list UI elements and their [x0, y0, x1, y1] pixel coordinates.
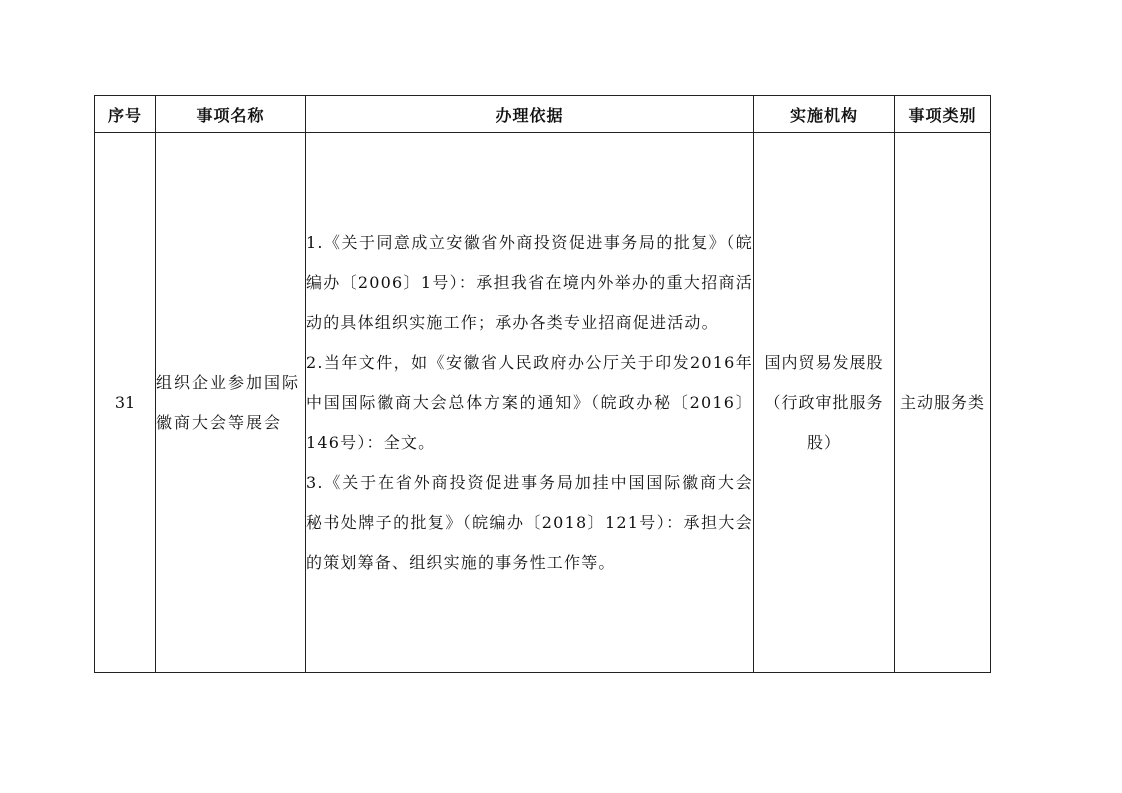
- table-row: [95, 133, 991, 673]
- cell-category: 主动服务类: [895, 133, 991, 673]
- table-header-row: [95, 96, 991, 133]
- cell-basis: [306, 133, 754, 673]
- cell-org: 国内贸易发展股（行政审批服务股）: [754, 133, 895, 673]
- cell-matter-name: 组织企业参加国际徽商大会等展会: [156, 133, 306, 673]
- basis-item-1: 1.《关于同意成立安徽省外商投资促进事务局的批复》（皖编办〔2006〕1号）：承担我省在境内外举办的重大招商活动的具体组织实施工作；承办各类专业招商促进活动。: [306, 232, 753, 332]
- header-category: 事项类别: [895, 96, 991, 133]
- header-seq: 序号: [95, 96, 156, 133]
- basis-item-2: 2.当年文件，如《安徽省人民政府办公厅关于印发2016年中国国际徽商大会总体方案的通知》（皖政办秘〔2016〕146号）：全文。: [306, 352, 753, 452]
- header-basis: 办理依据: [306, 96, 754, 133]
- cell-seq: 31: [95, 133, 156, 673]
- matters-table: [94, 95, 991, 673]
- basis-item-3: 3.《关于在省外商投资促进事务局加挂中国国际徽商大会秘书处牌子的批复》（皖编办〔2018〕121号）：承担大会的策划筹备、组织实施的事务性工作等。: [306, 472, 753, 572]
- header-org: 实施机构: [754, 96, 895, 133]
- header-name: 事项名称: [156, 96, 306, 133]
